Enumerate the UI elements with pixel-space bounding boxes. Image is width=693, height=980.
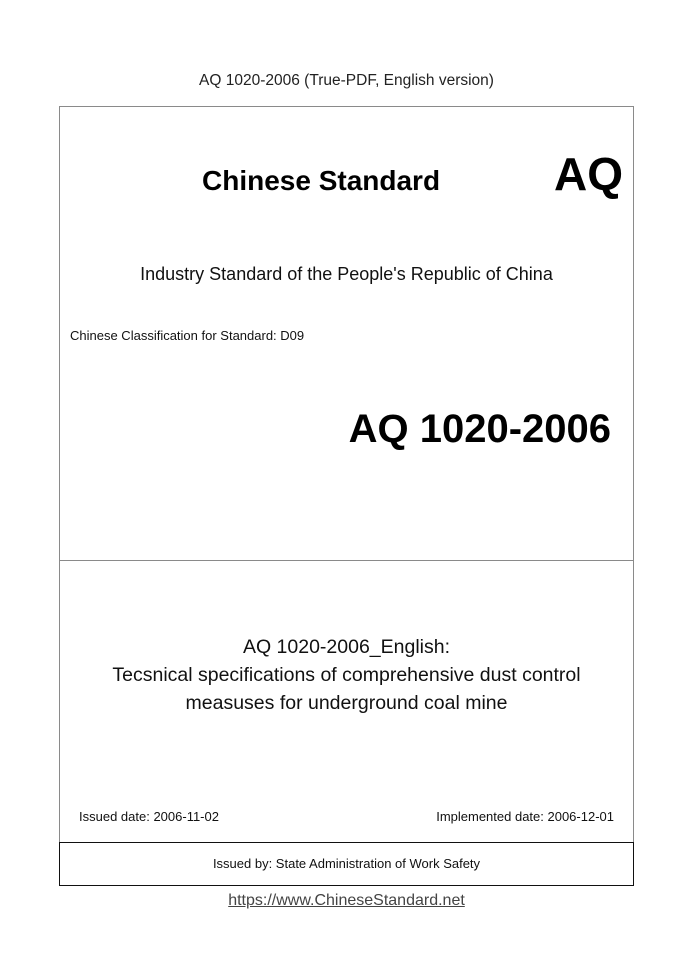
classification-line: Chinese Classification for Standard: D09 [70, 328, 305, 343]
standard-number: AQ 1020-2006 [348, 407, 611, 451]
brand-title: Chinese Standard [202, 165, 441, 196]
page-header: AQ 1020-2006 (True-PDF, English version) [199, 72, 494, 89]
title-line-1: Tecsnical specifications of comprehensive dust control [112, 664, 581, 686]
issued-date: Issued date: 2006-11-02 [79, 809, 219, 824]
title-line-2: measuses for underground coal mine [185, 692, 508, 714]
issuer-box: Issued by: State Administration of Work Safety [59, 842, 634, 886]
cover-frame [59, 106, 634, 884]
cover-upper-section [60, 107, 633, 561]
document-title [60, 633, 633, 717]
brand-code: AQ [554, 148, 623, 200]
website-link[interactable]: https://www.ChineseStandard.net [228, 892, 465, 909]
industry-standard-line: Industry Standard of the People's Republic of China [140, 264, 553, 284]
title-line-code: AQ 1020-2006_English: [242, 636, 451, 658]
implemented-date: Implemented date: 2006-12-01 [436, 809, 614, 824]
